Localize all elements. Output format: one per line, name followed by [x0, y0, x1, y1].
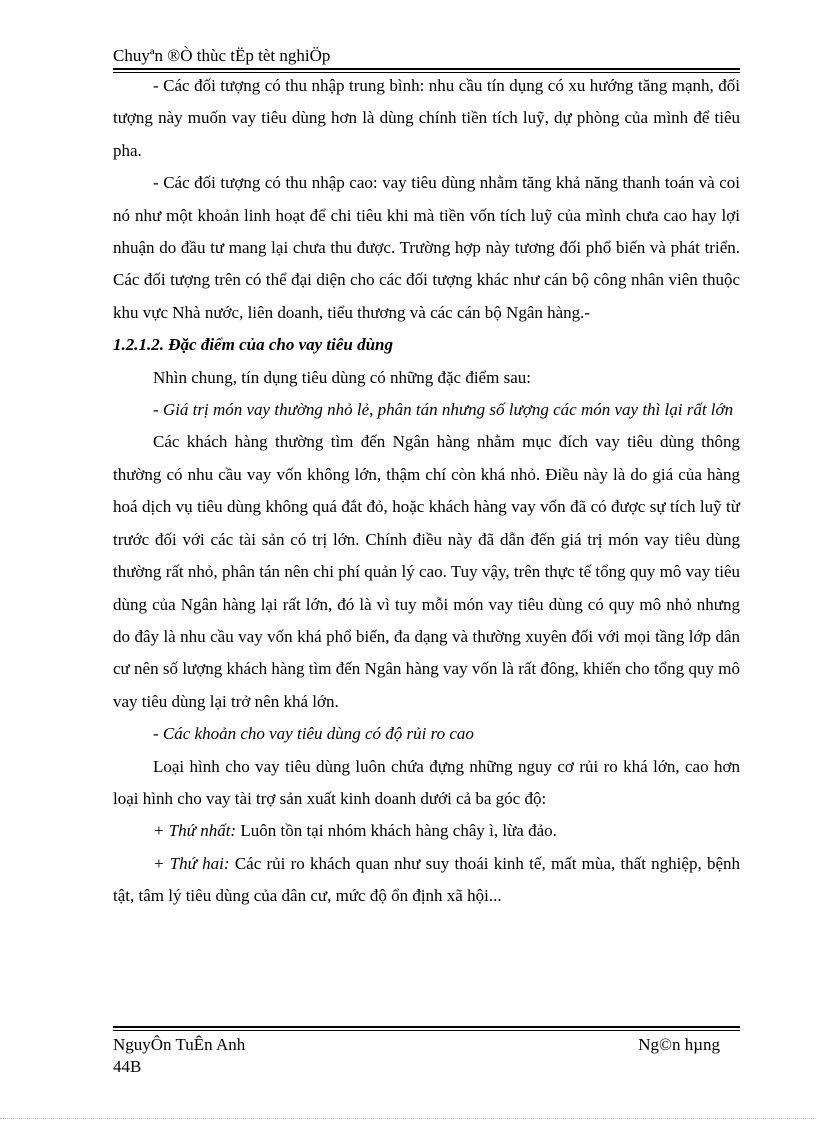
paragraph-feature-2: - Các khoản cho vay tiêu dùng có độ rủi ro cao [153, 724, 474, 744]
paragraph-first-risk [113, 815, 740, 847]
second-risk-text: Các rủi ro khách quan như suy thoái kinh tế, mất mùa, thất nghiệp, bệnh tật, tâm lý tiêu dùng của dân cư, mức độ ổn định xã hội... [113, 853, 740, 906]
first-risk-label: + Thứ nhất: [153, 821, 237, 841]
page-bottom-edge [0, 1118, 816, 1119]
footer-class: 44B [113, 1057, 142, 1076]
paragraph-feature-2-detail: Loại hình cho vay tiêu dùng luôn chứa đựng những nguy cơ rủi ro khá lớn, cao hơn loại hình cho vay tài trợ sản xuất kinh doanh dưới cả ba góc độ: [113, 756, 740, 808]
footer-bank: Ng©n hµng [638, 1035, 720, 1054]
page-header [113, 46, 740, 66]
page-footer [113, 1034, 740, 1078]
paragraph-overview: Nhìn chung, tín dụng tiêu dùng có những đặc điểm sau: [153, 367, 531, 387]
footer-author: NguyÔn TuÊn Anh [113, 1035, 246, 1054]
paragraph-high-income: - Các đối tượng có thu nhập cao: vay tiêu dùng nhằm tăng khả năng thanh toán và coi nó như một khoản linh hoạt để chi tiêu khi mà tiền vốn tích luỹ của mình chưa cao hay lợi nhuận do đầu tư mang lại chưa thu được. Trường hợp này tương đối phổ biến và phát triển. Các đối tượng trên có thể đại diện cho các đối tượng khác như cán bộ công nhân viên thuộc khu vực Nhà nước, liên doanh, tiểu thương và các cán bộ Ngân hàng.- [113, 173, 740, 322]
second-risk-label: + Thứ hai: [153, 853, 230, 873]
paragraph-second-risk [113, 848, 740, 913]
footer-rule [113, 1026, 740, 1031]
first-risk-text: Luôn tồn tại nhóm khách hàng chây ì, lừa đảo. [236, 821, 557, 841]
header-title: Chuyªn ®Ò thùc tËp tèt nghiÖp [113, 46, 331, 65]
paragraph-feature-1: - Giá trị món vay thường nhỏ lẻ, phân tán nhưng số lượng các món vay thì lại rất lớn [153, 400, 734, 420]
paragraph-middle-income: - Các đối tượng có thu nhập trung bình: nhu cầu tín dụng có xu hướng tăng mạnh, đối tượng này muốn vay tiêu dùng hơn là dùng chính tiền tích luỹ, dự phòng của mình để tiêu pha. [113, 76, 740, 160]
paragraph-feature-1-detail: Các khách hàng thường tìm đến Ngân hàng nhằm mục đích vay tiêu dùng thông thường có nhu cầu vay vốn không lớn, thậm chí còn khá nhỏ. Điều này là do giá của hàng hoá dịch vụ tiêu dùng không quá đắt đỏ, hoặc khách hàng vay vốn đã có được sự tích luỹ từ trước đối với các tài sản có trị lớn. Chính điều này đã dẫn đến giá trị món vay tiêu dùng thường rất nhỏ, phân tán nên chi phí quản lý cao. Tuy vậy, trên thực tế tổng quy mô vay tiêu dùng của Ngân hàng lại rất lớn, đó là vì tuy mỗi món vay tiêu dùng có quy mô nhỏ nhưng do đây là nhu cầu vay vốn khá phổ biến, đa dạng và thường xuyên đối với mọi tầng lớp dân cư nên số lượng khách hàng tìm đến Ngân hàng vay vốn là rất đông, khiến cho tổng quy mô vay tiêu dùng lại trở nên khá lớn. [113, 432, 740, 711]
section-heading: 1.2.1.2. Đặc điểm của cho vay tiêu dùng [113, 335, 394, 355]
document-body [113, 70, 740, 913]
